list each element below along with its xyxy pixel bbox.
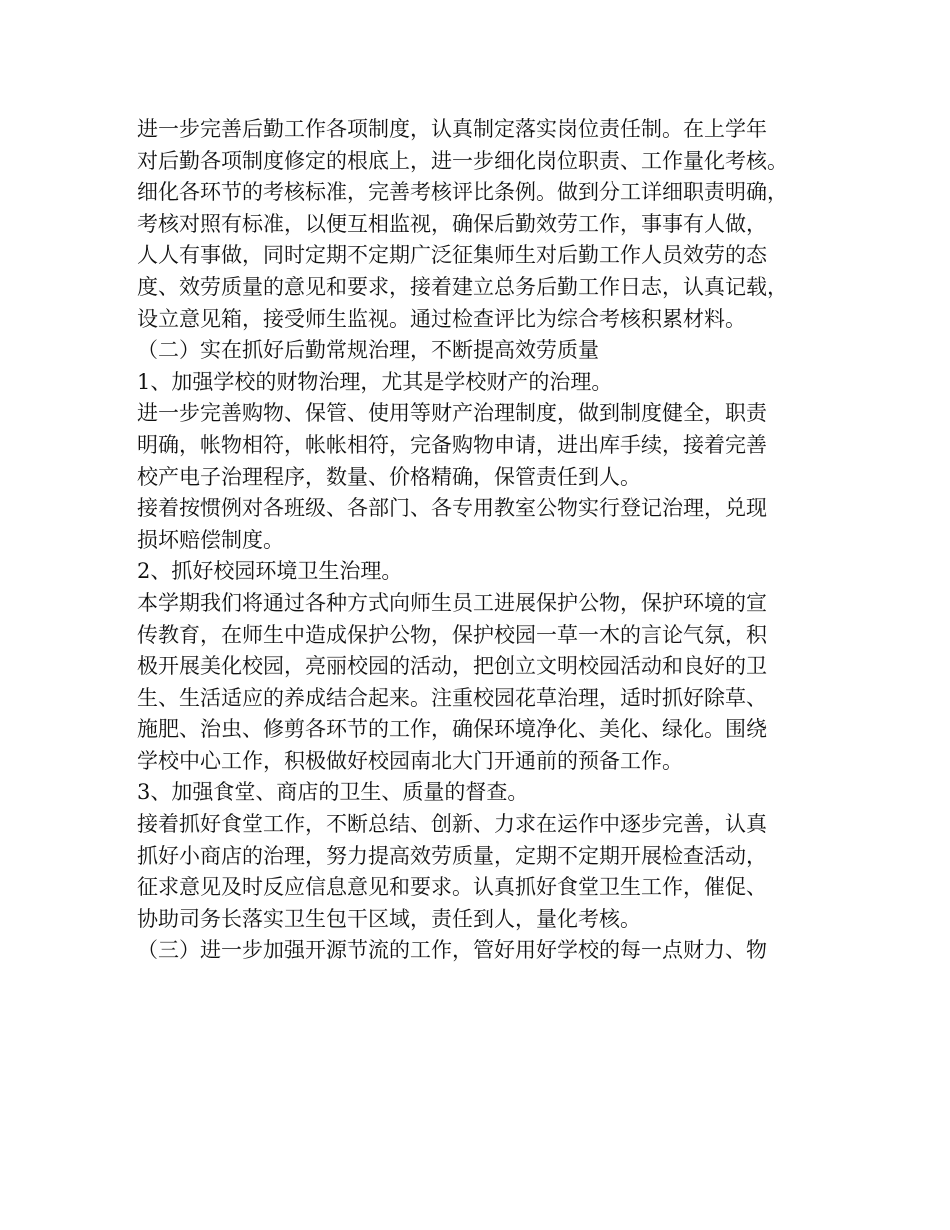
paragraph-line: 进一步完善购物、保管、使用等财产治理制度，做到制度健全，职责 — [137, 401, 767, 426]
paragraph-line: 传教育，在师生中造成保护公物，保护校园一草一木的言论气氛，积 — [137, 622, 767, 647]
subsection-heading: 2、抓好校园环境卫生治理。 — [137, 559, 403, 584]
paragraph-line: 进一步完善后勤工作各项制度，认真制定落实岗位责任制。在上学年 — [137, 117, 767, 141]
paragraph-line: 极开展美化校园，亮丽校园的活动，把创立文明校园活动和良好的卫 — [137, 654, 767, 679]
paragraph-line: 接着抓好食堂工作，不断总结、创新、力求在运作中逐步完善，认真 — [137, 812, 767, 837]
section-heading: （二）实在抓好后勤常规治理，不断提高效劳质量 — [137, 338, 599, 363]
paragraph-line: 度、效劳质量的意见和要求，接着建立总务后勤工作日志，认真记载， — [137, 274, 788, 299]
paragraph-line: 设立意见箱，接受师生监视。通过检查评比为综合考核积累材料。 — [137, 306, 746, 331]
paragraph-line: 校产电子治理程序，数量、价格精确，保管责任到人。 — [137, 464, 641, 489]
document-body — [137, 114, 817, 967]
subsection-heading: 1、加强学校的财物治理，尤其是学校财产的治理。 — [137, 369, 613, 394]
paragraph-line: 细化各环节的考核标准，完善考核评比条例。做到分工详细职责明确， — [137, 180, 788, 205]
paragraph-line: 考核对照有标准，以便互相监视，确保后勤效劳工作，事事有人做， — [137, 211, 767, 236]
paragraph-line: 接着按惯例对各班级、各部门、各专用教室公物实行登记治理，兑现 — [137, 496, 767, 521]
paragraph-line: 损坏赔偿制度。 — [137, 527, 284, 552]
paragraph-line: 明确，帐物相符，帐帐相符，完备购物申请，进出库手续，接着完善 — [137, 432, 767, 457]
paragraph-line: 对后勤各项制度修定的根底上，进一步细化岗位职责、工作量化考核。 — [137, 148, 788, 173]
section-heading: （三）进一步加强开源节流的工作，管好用好学校的每一点财力、物 — [137, 938, 767, 963]
paragraph-line: 协助司务长落实卫生包干区域，责任到人，量化考核。 — [137, 906, 641, 931]
paragraph-line: 生、生活适应的养成结合起来。注重校园花草治理，适时抓好除草、 — [137, 685, 767, 710]
paragraph-line: 抓好小商店的治理，努力提高效劳质量，定期不定期开展检查活动， — [137, 843, 767, 868]
paragraph-line: 征求意见及时反应信息意见和要求。认真抓好食堂卫生工作，催促、 — [137, 875, 767, 900]
subsection-heading: 3、加强食堂、商店的卫生、质量的督查。 — [137, 780, 529, 805]
paragraph-line: 学校中心工作，积极做好校园南北大门开通前的预备工作。 — [137, 748, 683, 773]
paragraph-line: 本学期我们将通过各种方式向师生员工进展保护公物，保护环境的宣 — [137, 590, 767, 615]
paragraph-line: 施肥、治虫、修剪各环节的工作，确保环境净化、美化、绿化。围绕 — [137, 717, 767, 742]
paragraph-line: 人人有事做，同时定期不定期广泛征集师生对后勤工作人员效劳的态 — [137, 243, 767, 268]
